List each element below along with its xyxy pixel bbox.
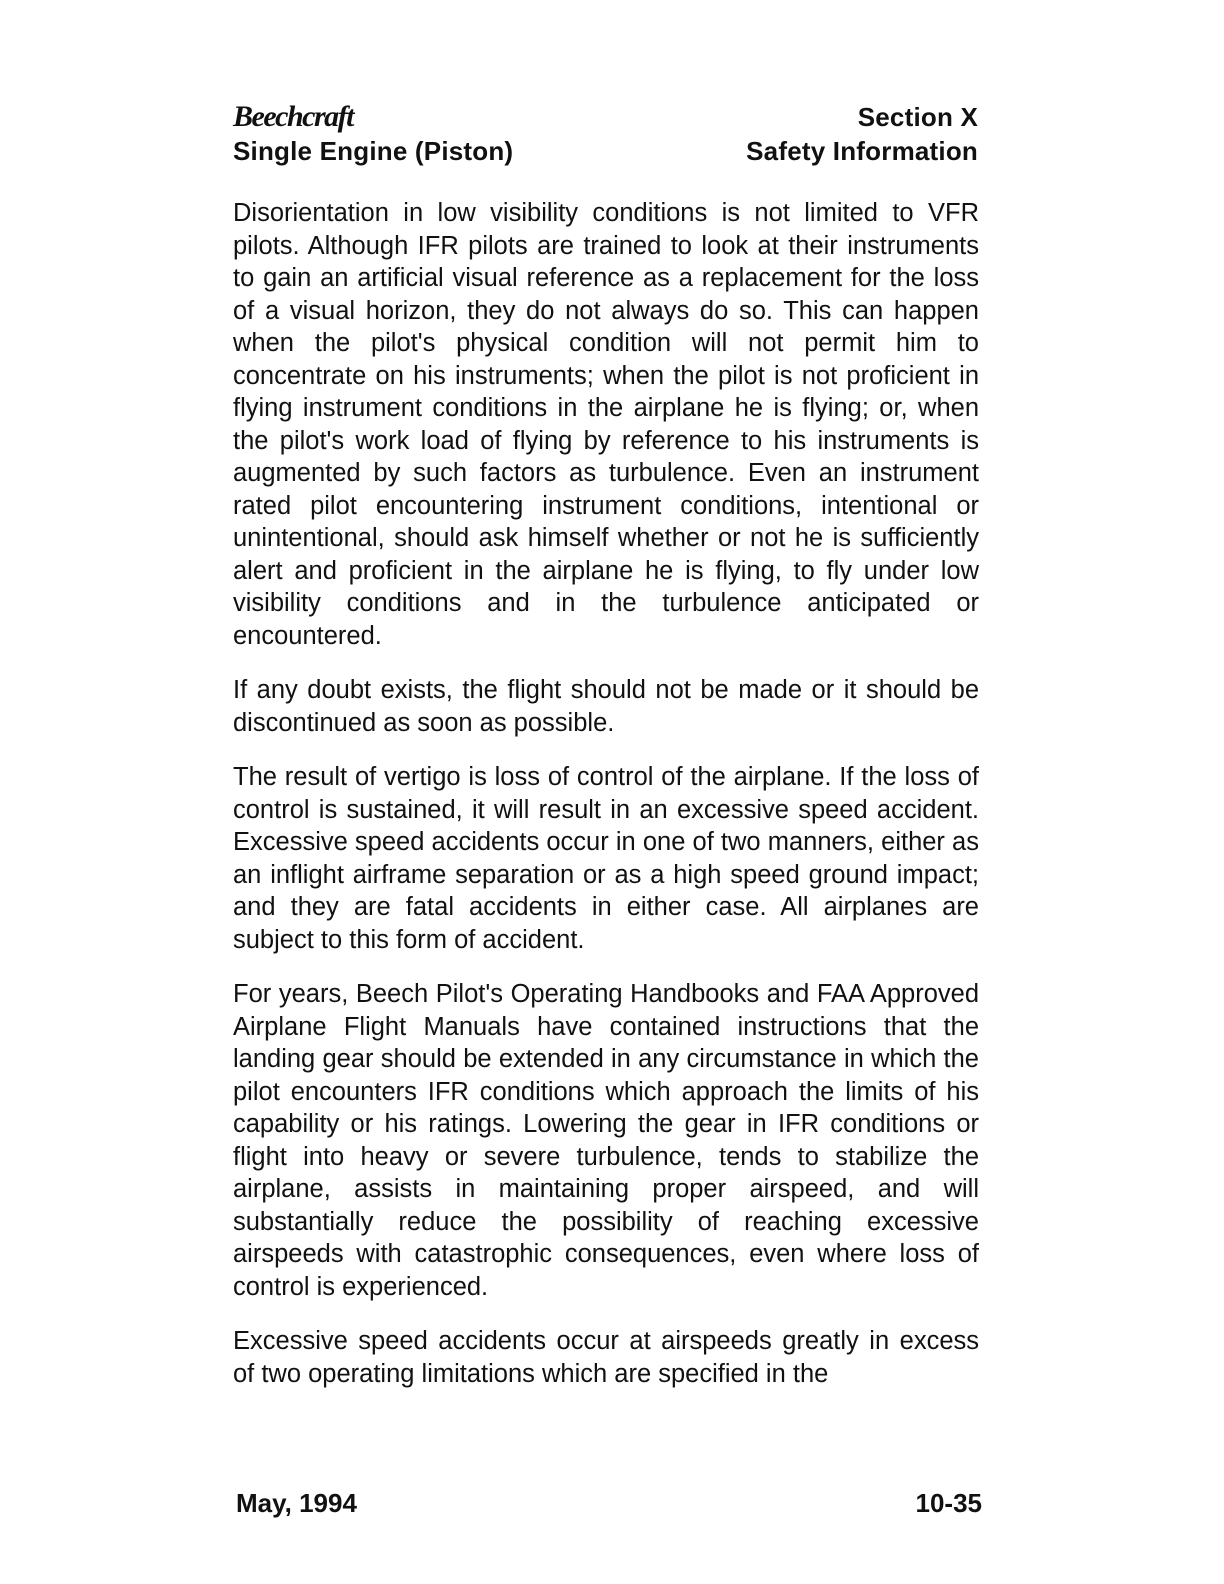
paragraph-vertigo: The result of vertigo is loss of control of the airplane. If the loss of control is sustained, it will result in an excessive speed accident. Excessive speed accidents occur in one of two manners, either as an inflight airframe separation or as a high speed ground impact; and they are fatal accidents in either case. All airplanes are subject to this form of accident. <box>233 763 979 954</box>
paragraph-disorientation: Disorientation in low visibility conditions is not limited to VFR pilots. Although IFR pilots are trained to look at their instruments to gain an artificial visual reference as a replacement for the loss of a visual horizon, they do not always do so. This can happen when the pilot's physical condition will not permit him to concentrate on his instruments; when the pilot is not proficient in flying instrument conditions in the airplane he is flying; or, when the pilot's work load of flying by reference to his instruments is augmented by such factors as turbulence. Even an instrument rated pilot encountering instrument conditions, intentional or unintentional, should ask himself whether or not he is sufficiently alert and proficient in the airplane he is flying, to fly under low visibility conditions and in the turbulence anticipated or encountered. <box>233 199 979 650</box>
footer-page-number: 10-35 <box>915 1488 982 1518</box>
footer-date: May, 1994 <box>236 1488 357 1518</box>
brand-logo-text: Beechcraft <box>233 100 353 133</box>
paragraph-landing-gear: For years, Beech Pilot's Operating Handbooks and FAA Approved Airplane Flight Manuals have contained instructions that the landing gear should be extended in any circumstance in which the pilot encounters IFR conditions which approach the limits of his capability or his ratings. Lowering the gear in IFR conditions or flight into heavy or severe turbulence, tends to stabilize the airplane, assists in maintaining proper airspeed, and will substantially reduce the possibility of reaching excessive airspeeds with catastrophic consequences, even where loss of control is experienced. <box>233 980 979 1301</box>
paragraph-excessive-speed: Excessive speed accidents occur at airspeeds greatly in excess of two operating limitations which are specified in the <box>233 1327 979 1388</box>
body-text <box>233 197 979 1412</box>
header-subtitle: Single Engine (Piston) <box>233 136 514 166</box>
section-title: Safety Information <box>746 136 978 166</box>
section-label: Section X <box>857 102 978 132</box>
header-left <box>233 100 513 168</box>
header-right <box>746 100 978 168</box>
paragraph-doubt: If any doubt exists, the flight should not be made or it should be discontinued as soon as possible. <box>233 676 979 737</box>
